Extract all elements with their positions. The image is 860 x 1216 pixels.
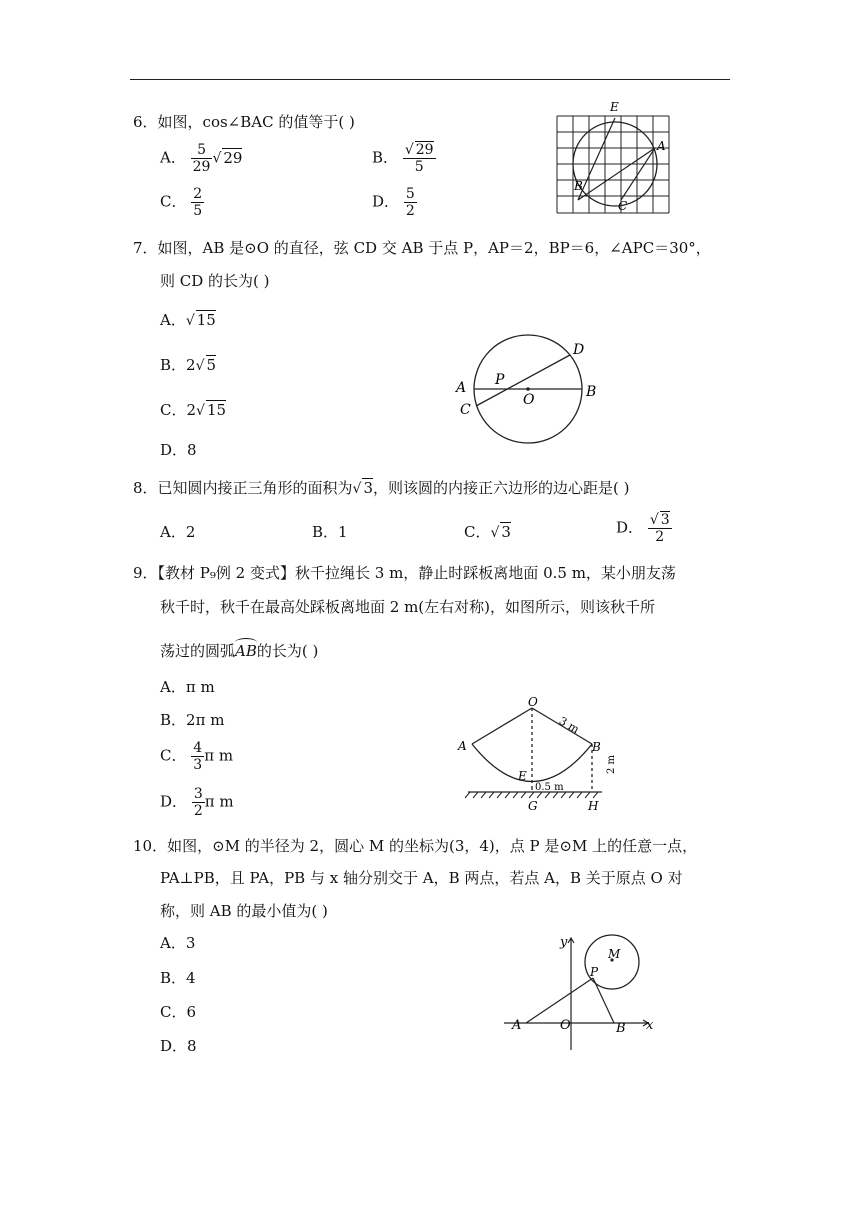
q10-label-b: B [616,1021,626,1036]
q10-stem-line1: 10．如图，⊙M 的半径为 2，圆心 M 的坐标为(3，4)，点 P 是⊙M 上的任意一点， [133,837,698,855]
q10-option-b[interactable]: B．4 [160,969,196,987]
q10-coordinate-figure [498,928,662,1054]
q9-arc-ab: AB [235,642,257,660]
q7-label-b: B [586,384,597,400]
q10-label-o: O [560,1018,571,1033]
q7-stem-line1: 7．如图，AB 是⊙O 的直径，弦 CD 交 AB 于点 P，AP＝2，BP＝6，∠APC＝30°， [133,239,711,257]
q7-label-o: O [523,392,535,408]
q7-label-a: A [456,380,467,396]
q9-top-height: 2 m [606,754,617,774]
q6-option-d[interactable]: D． $\frac{5}{2}$ [372,186,415,219]
q9-option-d[interactable]: D． $\frac{3}{2}$ π m [160,786,234,819]
q9-stem-line3: 荡过的圆弧 AB的长为( ) [160,634,318,668]
q9-option-b[interactable]: B．2π m [160,711,225,729]
q7-option-b[interactable]: B．2√ 5 [160,356,217,374]
q8-option-a[interactable]: A．2 [160,523,196,541]
q9-option-a[interactable]: A．π m [160,678,215,696]
q9-ground-height: 0.5 m [535,782,564,793]
q7-label-p: P [495,372,505,388]
q6-stem: 6．如图，cos∠BAC 的值等于( ) [133,113,355,131]
header-rule [130,79,730,80]
q10-label-y: y [560,935,568,950]
q6-label-c: C [618,199,628,213]
q9-label-a: A [458,739,467,753]
q10-stem-line2: PA⊥PB，且 PA，PB 与 x 轴分别交于 A，B 两点，若点 A，B 关于原点 O 对 [160,869,683,887]
q10-stem-line3: 称，则 AB 的最小值为( ) [160,902,328,920]
q7-option-d[interactable]: D．8 [160,441,197,459]
q8-option-c[interactable]: C．√ 3 [464,523,511,541]
q6-label-a: A [657,139,666,153]
q10-label-p: P [590,965,599,979]
q6-option-b[interactable]: B． $\frac{√ 29}{5}$ [372,142,434,175]
q8-option-b[interactable]: B．1 [312,523,348,541]
q8-option-d[interactable]: D． $\frac{√ 3}{2}$ [616,512,670,545]
q10-label-m: M [608,947,621,961]
q6-a-fraction: $\frac{5}{29}$ [192,142,211,175]
q7-stem-line2: 则 CD 的长为( ) [160,272,270,290]
q8-stem: 8．已知圆内接正三角形的面积为√ 3，则该圆的内接正六边形的边心距是( ) [133,479,630,497]
q6-label-b: B [574,179,583,193]
q9-stem-line1: 9．【教材 P₉例 2 变式】秋千拉绳长 3 m，静止时踩板离地面 0.5 m，某小朋友荡 [133,564,676,582]
q10-option-c[interactable]: C．6 [160,1003,197,1021]
q9-label-e: E [518,769,527,783]
q6-option-c[interactable]: C． $\frac{2}{5}$ [160,186,203,219]
q10-label-a: A [512,1018,522,1033]
q9-stem-line2: 秋千时，秋千在最高处踩板离地面 2 m(左右对称)，如图所示，则该秋千所 [160,598,656,616]
q9-label-o: O [528,695,538,709]
q10-option-a[interactable]: A．3 [160,934,196,952]
q6-grid-figure [550,98,680,218]
q7-label-c: C [460,402,471,418]
q6-option-a[interactable]: A． $\frac{5}{29}$ √ 29 [160,142,243,175]
q7-circle-figure [450,330,610,450]
q6-label-e: E [610,100,619,114]
q9-option-c[interactable]: C． $\frac{4}{3}$ π m [160,740,234,773]
q9-label-g: G [528,799,538,813]
q7-option-c[interactable]: C．2√ 15 [160,401,227,419]
q9-rope-length: 3 m [556,714,582,737]
q9-label-h: H [588,799,599,813]
q6-b-fraction: $\frac{√ 29}{5}$ [404,142,434,175]
q9-swing-figure [452,694,617,816]
q10-option-d[interactable]: D．8 [160,1037,197,1055]
q7-option-a[interactable]: A．√ 15 [160,311,216,329]
q10-label-x: x [646,1018,654,1033]
q7-label-d: D [573,342,585,358]
q9-label-b: B [592,740,601,754]
